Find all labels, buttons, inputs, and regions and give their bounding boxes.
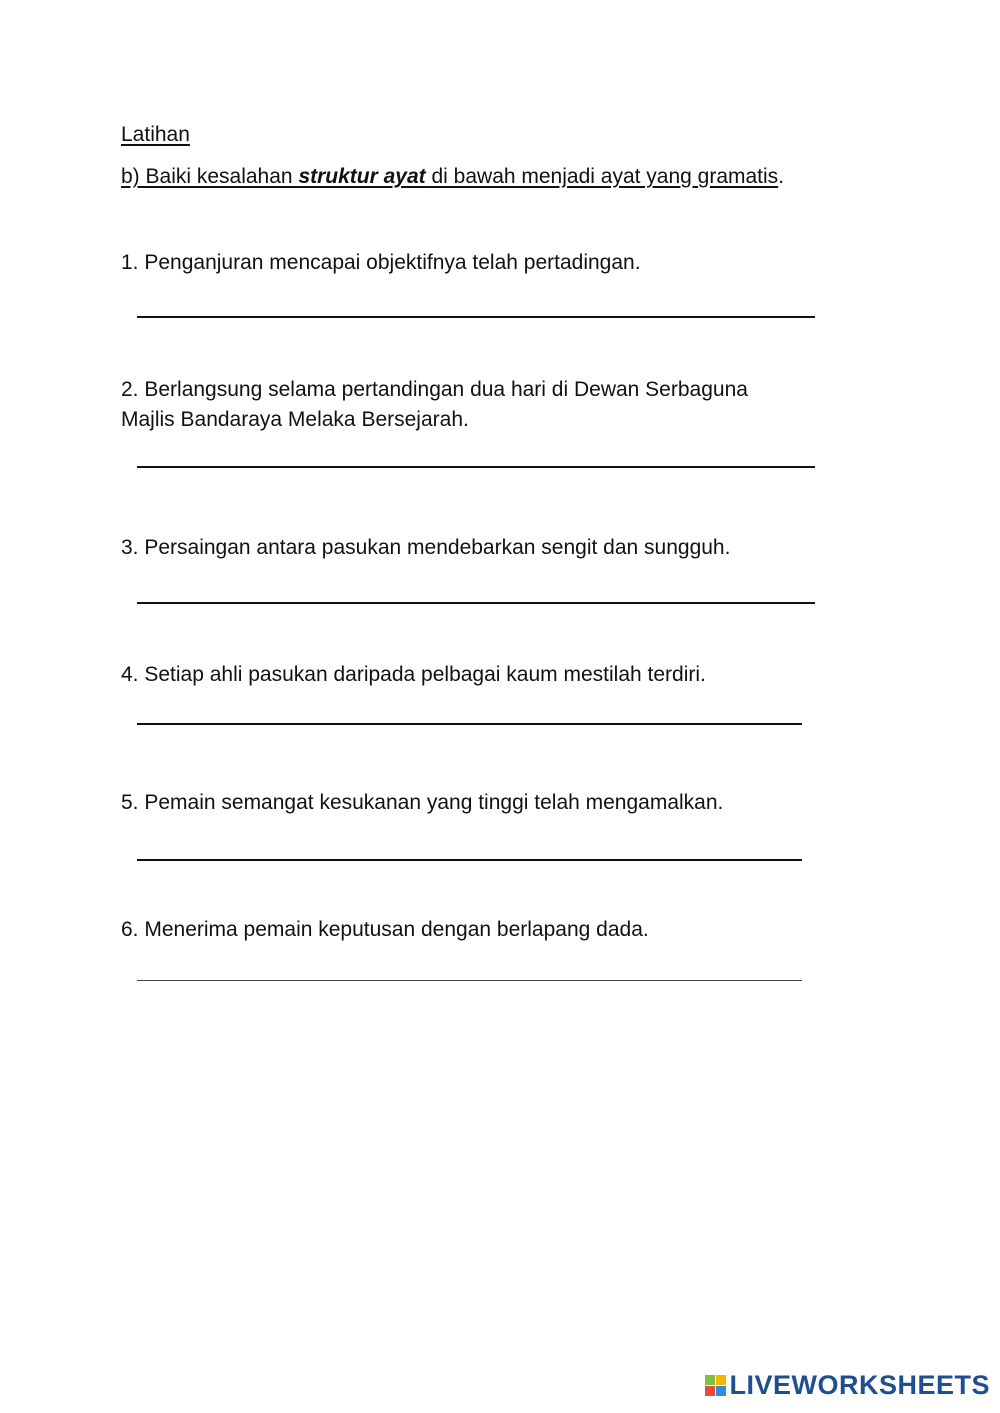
- answer-line-5[interactable]: [137, 859, 802, 861]
- worksheet-heading: Latihan: [121, 123, 190, 146]
- liveworksheets-logo: [705, 1370, 990, 1401]
- instruction-middle: di bawah menjadi ayat yang gramatis: [425, 165, 779, 188]
- logo-square-1: [705, 1375, 715, 1385]
- question-4-text: 4. Setiap ahli pasukan daripada pelbagai kaum mestilah terdiri.: [121, 663, 706, 686]
- instruction-emphasis: struktur ayat: [298, 165, 426, 188]
- question-6: [121, 915, 649, 945]
- question-3: [121, 533, 730, 563]
- answer-line-4[interactable]: [137, 723, 802, 725]
- answer-line-6[interactable]: [137, 980, 802, 981]
- instruction: [121, 162, 784, 192]
- question-4: [121, 660, 706, 690]
- question-1-text: 1. Penganjuran mencapai objektifnya telah pertadingan.: [121, 251, 641, 274]
- answer-line-3[interactable]: [137, 602, 815, 604]
- answer-line-1[interactable]: [137, 316, 815, 318]
- question-1: [121, 248, 641, 278]
- answer-line-2[interactable]: [137, 466, 815, 468]
- question-3-text: 3. Persaingan antara pasukan mendebarkan sengit dan sungguh.: [121, 536, 731, 559]
- logo-square-2: [716, 1375, 726, 1385]
- liveworksheets-logo-icon: [705, 1375, 726, 1396]
- logo-text: LIVEWORKSHEETS: [729, 1370, 990, 1400]
- question-6-text: 6. Menerima pemain keputusan dengan berlapang dada.: [121, 918, 649, 941]
- question-5: [121, 788, 723, 818]
- logo-square-3: [705, 1386, 715, 1396]
- logo-square-4: [716, 1386, 726, 1396]
- question-2-text-line-1: 2. Berlangsung selama pertandingan dua hari di Dewan Serbaguna: [121, 378, 748, 401]
- instruction-prefix: b) Baiki kesalahan: [121, 165, 299, 188]
- question-2-text-line-2: Majlis Bandaraya Melaka Bersejarah.: [121, 408, 469, 431]
- question-5-text: 5. Pemain semangat kesukanan yang tinggi telah mengamalkan.: [121, 791, 724, 814]
- instruction-suffix: .: [778, 165, 785, 188]
- question-2: [121, 375, 748, 435]
